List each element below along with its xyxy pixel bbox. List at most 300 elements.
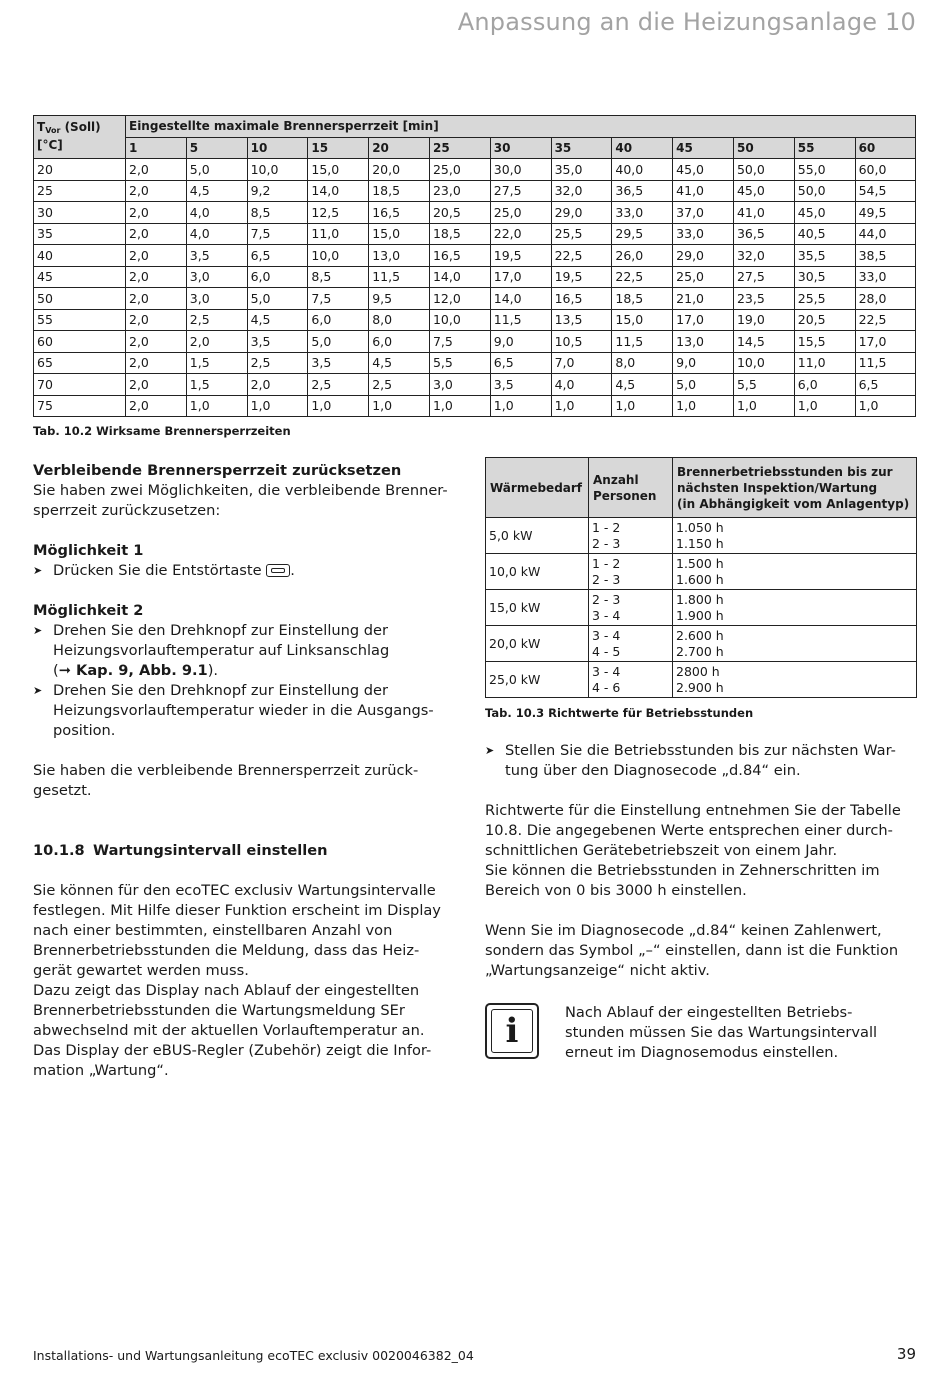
option2-step1-line: Drehen Sie den Drehknopf zur Einstellung der xyxy=(53,622,389,639)
table-cell: 12,0 xyxy=(429,288,490,310)
table-cell: 13,5 xyxy=(551,309,612,331)
temp-unit: [°C] xyxy=(37,138,63,152)
guideline-paragraph xyxy=(485,801,916,901)
table-cell: 2,0 xyxy=(247,374,308,396)
table-cell: 1,0 xyxy=(429,395,490,417)
column-header-cell: 50 xyxy=(733,137,794,159)
right-column xyxy=(485,741,916,981)
body-text-line: Brennerbetriebsstunden die Meldung, dass das Heiz- xyxy=(33,942,420,959)
hours-cell-line: 1.500 h xyxy=(676,555,724,571)
table-cell: 9,2 xyxy=(247,180,308,202)
persons-cell xyxy=(589,626,673,662)
table-row xyxy=(34,202,916,224)
body-text-line: Sie können für den ecoTEC exclusiv Wartungsintervalle xyxy=(33,882,436,899)
hours-cell-line: 2800 h xyxy=(676,663,720,679)
set-hours-step xyxy=(485,741,916,781)
table-cell: 23,0 xyxy=(429,180,490,202)
table-cell: 4,0 xyxy=(186,202,247,224)
table-cell: 2,5 xyxy=(247,352,308,374)
table-cell: 32,0 xyxy=(733,245,794,267)
hours-cell-line: 1.150 h xyxy=(676,535,724,551)
persons-cell-line: 4 - 6 xyxy=(592,679,621,695)
body-text-line: Richtwerte für die Einstellung entnehmen Sie der Tabelle xyxy=(485,802,901,819)
table-cell: 60,0 xyxy=(855,159,916,181)
column-header-cell: 20 xyxy=(369,137,430,159)
table-row xyxy=(486,518,917,554)
left-column xyxy=(33,461,463,1081)
table-cell: 6,0 xyxy=(794,374,855,396)
table-cell: 10,0 xyxy=(247,159,308,181)
hours-cell-line: 2.900 h xyxy=(676,679,724,695)
column-header-cell: 5 xyxy=(186,137,247,159)
body-text-line: schnittlichen Gerätebetriebszeit von einem Jahr. xyxy=(485,842,838,859)
option1-heading: Möglichkeit 1 xyxy=(33,542,144,559)
table-cell: 50,0 xyxy=(733,159,794,181)
option1-step-period: . xyxy=(290,562,295,579)
table-cell: 13,0 xyxy=(673,331,734,353)
hours-cell-line: 1.900 h xyxy=(676,607,724,623)
table-row xyxy=(34,374,916,396)
table-cell: 27,5 xyxy=(490,180,551,202)
option2-step1-line: Heizungsvorlauftemperatur auf Linksanschlag xyxy=(53,642,390,659)
bullet-arrow-icon: ➤ xyxy=(33,624,43,637)
col-persons-line: Personen xyxy=(593,488,657,503)
table-cell: 7,5 xyxy=(247,223,308,245)
page-number: 39 xyxy=(896,1345,916,1363)
table-cell: 30,5 xyxy=(794,266,855,288)
reset-heading: Verbleibende Brennersperrzeit zurücksetzen xyxy=(33,462,402,479)
table-cell: 14,5 xyxy=(733,331,794,353)
table-cell: 15,5 xyxy=(794,331,855,353)
persons-cell-line: 3 - 4 xyxy=(592,663,621,679)
table-cell: 1,0 xyxy=(551,395,612,417)
info-text-line: erneut im Diagnosemodus einstellen. xyxy=(565,1044,839,1061)
table-cell: 8,0 xyxy=(369,309,430,331)
hours-cell-line: 1.800 h xyxy=(676,591,724,607)
persons-cell-line: 1 - 2 xyxy=(592,519,621,535)
table-cell: 45,0 xyxy=(733,180,794,202)
table-cell: 6,0 xyxy=(369,331,430,353)
reset-done-line: Sie haben die verbleibende Brennersperrzeit zurück- xyxy=(33,762,419,779)
table-cell: 2,0 xyxy=(126,352,187,374)
heat-demand-cell: 15,0 kW xyxy=(486,590,589,626)
table-cell: 8,5 xyxy=(247,202,308,224)
persons-cell xyxy=(589,518,673,554)
table-cell: 15,0 xyxy=(612,309,673,331)
table-row xyxy=(34,288,916,310)
column-header-cell: 10 xyxy=(247,137,308,159)
table-cell: 1,0 xyxy=(247,395,308,417)
body-text-line: nach einer bestimmten, einstellbaren Anzahl von xyxy=(33,922,393,939)
table-cell: 25,0 xyxy=(673,266,734,288)
table-cell: 22,5 xyxy=(855,309,916,331)
option1-step xyxy=(33,561,463,581)
table-cell: 7,5 xyxy=(308,288,369,310)
ref-open: ( xyxy=(53,662,59,679)
col-hours-line: (in Abhängigkeit vom Anlagentyp) xyxy=(677,496,910,511)
table-cell: 3,5 xyxy=(186,245,247,267)
table-row xyxy=(34,352,916,374)
option2-heading: Möglichkeit 2 xyxy=(33,602,144,619)
body-text-line: mation „Wartung“. xyxy=(33,1062,169,1079)
column-header-cell: 1 xyxy=(126,137,187,159)
heat-demand-cell: 10,0 kW xyxy=(486,554,589,590)
row-temperature-cell: 65 xyxy=(34,352,126,374)
hours-cell xyxy=(673,590,917,626)
table-cell: 7,0 xyxy=(551,352,612,374)
table-cell: 4,0 xyxy=(551,374,612,396)
table-cell: 1,5 xyxy=(186,374,247,396)
table-cell: 22,0 xyxy=(490,223,551,245)
table-cell: 36,5 xyxy=(733,223,794,245)
table-cell: 19,5 xyxy=(490,245,551,267)
hours-cell-line: 1.050 h xyxy=(676,519,724,535)
table-row xyxy=(34,245,916,267)
hours-cell-line: 1.600 h xyxy=(676,571,724,587)
table-cell: 17,0 xyxy=(855,331,916,353)
table-cell: 9,0 xyxy=(673,352,734,374)
table-cell: 2,0 xyxy=(126,159,187,181)
table-cell: 26,0 xyxy=(612,245,673,267)
row-temperature-cell: 50 xyxy=(34,288,126,310)
table-cell: 2,5 xyxy=(369,374,430,396)
table-cell: 1,0 xyxy=(490,395,551,417)
table-cell: 3,5 xyxy=(247,331,308,353)
table-cell: 6,0 xyxy=(247,266,308,288)
table-cell: 28,0 xyxy=(855,288,916,310)
table-cell: 41,0 xyxy=(733,202,794,224)
table-row xyxy=(34,180,916,202)
table-cell: 30,0 xyxy=(490,159,551,181)
table-cell: 14,0 xyxy=(308,180,369,202)
table-cell: 4,0 xyxy=(186,223,247,245)
table-cell: 19,5 xyxy=(551,266,612,288)
table-cell: 18,5 xyxy=(369,180,430,202)
table-cell: 45,0 xyxy=(673,159,734,181)
table-cell: 4,5 xyxy=(612,374,673,396)
table-cell: 44,0 xyxy=(855,223,916,245)
option1-step-text: Drücken Sie die Entstörtaste xyxy=(53,562,262,579)
ref-arrow-icon: ➞ xyxy=(58,662,71,679)
table-cell: 10,5 xyxy=(551,331,612,353)
table-cell: 38,5 xyxy=(855,245,916,267)
table-cell: 9,0 xyxy=(490,331,551,353)
persons-cell-line: 2 - 3 xyxy=(592,571,621,587)
table-cell: 17,0 xyxy=(673,309,734,331)
table-cell: 8,0 xyxy=(612,352,673,374)
table-row xyxy=(486,626,917,662)
table-cell: 2,0 xyxy=(186,331,247,353)
table-cell: 5,0 xyxy=(247,288,308,310)
persons-cell-line: 2 - 3 xyxy=(592,535,621,551)
info-icon xyxy=(485,1003,539,1059)
table-cell: 25,5 xyxy=(551,223,612,245)
page-header-title: Anpassung an die Heizungsanlage 10 xyxy=(457,8,916,36)
table-cell: 2,5 xyxy=(308,374,369,396)
row-temperature-cell: 60 xyxy=(34,331,126,353)
table-corner-header xyxy=(34,116,126,159)
table-cell: 2,0 xyxy=(126,223,187,245)
column-header-cell: 60 xyxy=(855,137,916,159)
table-cell: 25,0 xyxy=(490,202,551,224)
body-text-line: sondern das Symbol „–“ einstellen, dann ist die Funktion xyxy=(485,942,899,959)
table-row xyxy=(486,590,917,626)
table-cell: 14,0 xyxy=(490,288,551,310)
table-cell: 5,5 xyxy=(733,374,794,396)
table-cell: 22,5 xyxy=(612,266,673,288)
table-row xyxy=(486,554,917,590)
table-cell: 4,5 xyxy=(247,309,308,331)
table-row xyxy=(34,309,916,331)
table-cell: 1,0 xyxy=(308,395,369,417)
row-temperature-cell: 20 xyxy=(34,159,126,181)
body-text-line: 10.8. Die angegebenen Werte entsprechen einer durch- xyxy=(485,822,893,839)
table-cell: 6,5 xyxy=(855,374,916,396)
info-text-line: Nach Ablauf der eingestellten Betriebs- xyxy=(565,1004,853,1021)
table-cell: 55,0 xyxy=(794,159,855,181)
table-cell: 2,5 xyxy=(186,309,247,331)
table-row xyxy=(34,223,916,245)
row-temperature-cell: 45 xyxy=(34,266,126,288)
table-cell: 35,0 xyxy=(551,159,612,181)
hours-cell xyxy=(673,518,917,554)
table-cell: 23,5 xyxy=(733,288,794,310)
body-text-line: Das Display der eBUS-Regler (Zubehör) zeigt die Infor- xyxy=(33,1042,432,1059)
table-cell: 7,5 xyxy=(429,331,490,353)
set-hours-line: Stellen Sie die Betriebsstunden bis zur nächsten War- xyxy=(505,742,896,759)
table-cell: 1,0 xyxy=(369,395,430,417)
table-cell: 20,0 xyxy=(369,159,430,181)
column-header-cell: 25 xyxy=(429,137,490,159)
option2-step2-line: Heizungsvorlauftemperatur wieder in die Ausgangs- xyxy=(53,702,434,719)
body-text-line: Bereich von 0 bis 3000 h einstellen. xyxy=(485,882,747,899)
table-cell: 3,0 xyxy=(429,374,490,396)
table-cell: 4,5 xyxy=(186,180,247,202)
col-heat-demand: Wärmebedarf xyxy=(486,458,589,518)
table-cell: 10,0 xyxy=(308,245,369,267)
persons-cell-line: 2 - 3 xyxy=(592,591,621,607)
table-cell: 11,0 xyxy=(308,223,369,245)
ref-close: ). xyxy=(207,662,219,679)
row-temperature-cell: 30 xyxy=(34,202,126,224)
table-cell: 18,5 xyxy=(612,288,673,310)
table-cell: 5,0 xyxy=(308,331,369,353)
table-cell: 3,0 xyxy=(186,288,247,310)
temp-symbol: T xyxy=(37,120,46,134)
column-header-cell: 55 xyxy=(794,137,855,159)
table-cell: 20,5 xyxy=(794,309,855,331)
table-cell: 41,0 xyxy=(673,180,734,202)
table-cell: 16,5 xyxy=(369,202,430,224)
maintenance-body-text xyxy=(33,881,463,1081)
table-cell: 54,5 xyxy=(855,180,916,202)
table-cell: 2,0 xyxy=(126,202,187,224)
table-cell: 33,0 xyxy=(612,202,673,224)
col-hours-line: Brennerbetriebsstunden bis zur xyxy=(677,464,893,479)
table-cell: 29,5 xyxy=(612,223,673,245)
heat-demand-cell: 20,0 kW xyxy=(486,626,589,662)
bullet-arrow-icon: ➤ xyxy=(33,564,43,577)
body-text-line: Brennerbetriebsstunden die Wartungsmeldung SEr xyxy=(33,1002,405,1019)
body-text-line: abwechselnd mit der aktuellen Vorlauftemperatur an. xyxy=(33,1022,425,1039)
section-heading xyxy=(33,841,463,861)
table-cell: 12,5 xyxy=(308,202,369,224)
table-cell: 25,5 xyxy=(794,288,855,310)
table-column-header-row xyxy=(34,137,916,159)
reset-intro-line: sperrzeit zurückzusetzen: xyxy=(33,502,221,519)
body-text-line: festlegen. Mit Hilfe dieser Funktion erscheint im Display xyxy=(33,902,441,919)
bullet-arrow-icon: ➤ xyxy=(485,744,495,757)
hours-cell-line: 2.600 h xyxy=(676,627,724,643)
table-cell: 40,0 xyxy=(612,159,673,181)
table-cell: 6,0 xyxy=(308,309,369,331)
table-cell: 20,5 xyxy=(429,202,490,224)
option2-step2-line: Drehen Sie den Drehknopf zur Einstellung der xyxy=(53,682,389,699)
table-cell: 3,5 xyxy=(308,352,369,374)
table-cell: 1,5 xyxy=(186,352,247,374)
section-title: Wartungsintervall einstellen xyxy=(93,842,328,859)
burner-lockout-table xyxy=(33,115,916,417)
persons-cell-line: 4 - 5 xyxy=(592,643,621,659)
table-cell: 6,5 xyxy=(490,352,551,374)
table-cell: 1,0 xyxy=(733,395,794,417)
table-cell: 50,0 xyxy=(794,180,855,202)
bullet-arrow-icon: ➤ xyxy=(33,684,43,697)
col-persons-line: Anzahl xyxy=(593,472,639,487)
row-temperature-cell: 25 xyxy=(34,180,126,202)
table-cell: 2,0 xyxy=(126,395,187,417)
body-text-line: gerät gewartet werden muss. xyxy=(33,962,249,979)
info-note-text xyxy=(565,1003,916,1063)
table-cell: 9,5 xyxy=(369,288,430,310)
table-row xyxy=(486,662,917,698)
col-persons xyxy=(589,458,673,518)
persons-cell xyxy=(589,662,673,698)
option2-step-1 xyxy=(33,621,463,681)
table-cell: 17,0 xyxy=(490,266,551,288)
body-text-line: Dazu zeigt das Display nach Ablauf der eingestellten xyxy=(33,982,420,999)
persons-cell-line: 3 - 4 xyxy=(592,607,621,623)
table-cell: 45,0 xyxy=(794,202,855,224)
table-cell: 22,5 xyxy=(551,245,612,267)
hours-cell-line: 2.700 h xyxy=(676,643,724,659)
footer-document-title: Installations- und Wartungsanleitung ecoTEC exclusiv 0020046382_04 xyxy=(33,1348,474,1363)
table2-caption: Tab. 10.3 Richtwerte für Betriebsstunden xyxy=(485,706,754,720)
table-cell: 29,0 xyxy=(673,245,734,267)
table-cell: 21,0 xyxy=(673,288,734,310)
table-cell: 10,0 xyxy=(429,309,490,331)
section-number: 10.1.8 xyxy=(33,842,85,859)
table-cell: 3,0 xyxy=(186,266,247,288)
table-cell: 11,5 xyxy=(612,331,673,353)
table-cell: 16,5 xyxy=(551,288,612,310)
table-cell: 18,5 xyxy=(429,223,490,245)
symbol-paragraph xyxy=(485,921,916,981)
set-hours-line: tung über den Diagnosecode „d.84“ ein. xyxy=(505,762,801,779)
table-row xyxy=(34,331,916,353)
operating-hours-table xyxy=(485,457,917,698)
option2-step2-line: position. xyxy=(53,722,116,739)
table-cell: 1,0 xyxy=(673,395,734,417)
table-cell: 37,0 xyxy=(673,202,734,224)
table-cell: 11,5 xyxy=(855,352,916,374)
info-text-line: stunden müssen Sie das Wartungsintervall xyxy=(565,1024,878,1041)
hours-cell xyxy=(673,554,917,590)
table-cell: 2,0 xyxy=(126,374,187,396)
table-cell: 2,0 xyxy=(126,180,187,202)
persons-cell xyxy=(589,590,673,626)
column-header-cell: 40 xyxy=(612,137,673,159)
chapter-reference: Kap. 9, Abb. 9.1 xyxy=(70,662,208,679)
reset-intro-line: Sie haben zwei Möglichkeiten, die verbleibende Brenner- xyxy=(33,482,448,499)
info-icon-letter: i xyxy=(491,1009,533,1053)
body-text-line: Sie können die Betriebsstunden in Zehnerschritten im xyxy=(485,862,880,879)
table-cell: 5,0 xyxy=(186,159,247,181)
table-cell: 36,5 xyxy=(612,180,673,202)
table-cell: 5,5 xyxy=(429,352,490,374)
table-cell: 2,0 xyxy=(126,309,187,331)
table-cell: 32,0 xyxy=(551,180,612,202)
reset-key-icon xyxy=(266,564,290,577)
row-temperature-cell: 75 xyxy=(34,395,126,417)
table-cell: 25,0 xyxy=(429,159,490,181)
heat-demand-cell: 25,0 kW xyxy=(486,662,589,698)
row-temperature-cell: 55 xyxy=(34,309,126,331)
table-cell: 1,0 xyxy=(794,395,855,417)
table-cell: 5,0 xyxy=(673,374,734,396)
persons-cell xyxy=(589,554,673,590)
table-cell: 8,5 xyxy=(308,266,369,288)
col-hours-line: nächsten Inspektion/Wartung xyxy=(677,480,878,495)
column-header-cell: 35 xyxy=(551,137,612,159)
table-cell: 35,5 xyxy=(794,245,855,267)
table-cell: 1,0 xyxy=(186,395,247,417)
hours-cell xyxy=(673,662,917,698)
temp-label: (Soll) xyxy=(60,120,101,134)
table-cell: 16,5 xyxy=(429,245,490,267)
table1-caption: Tab. 10.2 Wirksame Brennersperrzeiten xyxy=(33,424,291,438)
table-cell: 11,5 xyxy=(490,309,551,331)
table-cell: 6,5 xyxy=(247,245,308,267)
row-temperature-cell: 70 xyxy=(34,374,126,396)
table-cell: 29,0 xyxy=(551,202,612,224)
body-text-line: „Wartungsanzeige“ nicht aktiv. xyxy=(485,962,710,979)
table-cell: 33,0 xyxy=(855,266,916,288)
table-cell: 27,5 xyxy=(733,266,794,288)
table-cell: 1,0 xyxy=(855,395,916,417)
table-cell: 13,0 xyxy=(369,245,430,267)
table-cell: 2,0 xyxy=(126,266,187,288)
heat-demand-cell: 5,0 kW xyxy=(486,518,589,554)
table-cell: 3,5 xyxy=(490,374,551,396)
table-cell: 11,0 xyxy=(794,352,855,374)
reset-done-line: gesetzt. xyxy=(33,782,92,799)
column-header-cell: 15 xyxy=(308,137,369,159)
table-cell: 2,0 xyxy=(126,288,187,310)
table-cell: 2,0 xyxy=(126,245,187,267)
table-cell: 11,5 xyxy=(369,266,430,288)
column-header-cell: 45 xyxy=(673,137,734,159)
table-cell: 4,5 xyxy=(369,352,430,374)
row-temperature-cell: 35 xyxy=(34,223,126,245)
hours-cell xyxy=(673,626,917,662)
table-cell: 1,0 xyxy=(612,395,673,417)
col-burner-hours xyxy=(673,458,917,518)
temp-subscript: Vor xyxy=(45,126,61,135)
table-cell: 40,5 xyxy=(794,223,855,245)
table-cell: 14,0 xyxy=(429,266,490,288)
persons-cell-line: 1 - 2 xyxy=(592,555,621,571)
